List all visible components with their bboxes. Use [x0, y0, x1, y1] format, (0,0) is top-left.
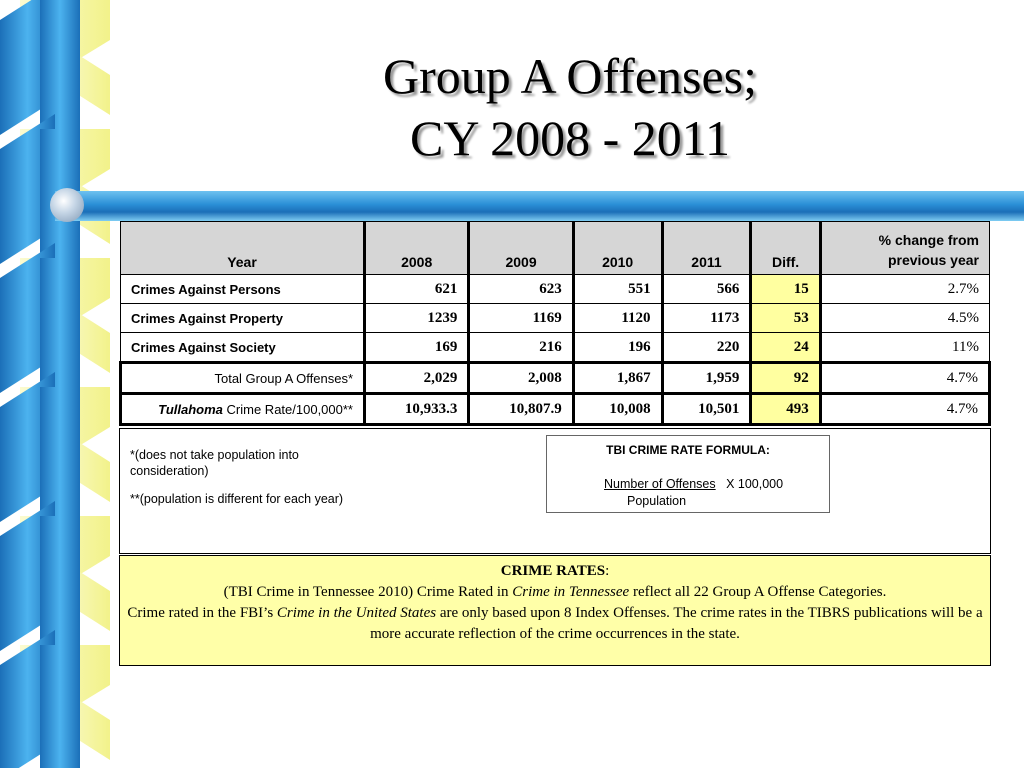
- header-2010: 2010: [573, 222, 662, 275]
- table-row: [121, 304, 990, 333]
- cell-2008: 169: [365, 333, 469, 363]
- cell-2010: 1120: [573, 304, 662, 333]
- table-header-row: [121, 222, 990, 275]
- total-label: Total Group A Offenses*: [121, 363, 365, 394]
- title-line-2: CY 2008 - 2011: [410, 110, 730, 166]
- footnote-population-varies: **(population is different for each year): [130, 492, 344, 506]
- cell-pct: 2.7%: [820, 275, 989, 304]
- header-year: Year: [121, 222, 365, 275]
- title-line-1: Group A Offenses;: [382, 48, 758, 104]
- cell-diff: 15: [751, 275, 820, 304]
- table-row: [121, 275, 990, 304]
- cell-2010: 551: [573, 275, 662, 304]
- decorative-ribbon: [0, 0, 115, 768]
- rate-2010: 10,008: [573, 394, 662, 425]
- crime-rates-line-2: [120, 603, 990, 645]
- rate-2009: 10,807.9: [469, 394, 573, 425]
- cell-2009: 623: [469, 275, 573, 304]
- rate-label-city: Tullahoma: [158, 401, 223, 417]
- cell-diff: 24: [751, 333, 820, 363]
- formula-multiplier: X 100,000: [726, 477, 784, 491]
- cell-2011: 220: [662, 333, 751, 363]
- total-row: [121, 363, 990, 394]
- rate-diff: 493: [751, 394, 820, 425]
- total-2010: 1,867: [573, 363, 662, 394]
- cell-2010: 196: [573, 333, 662, 363]
- horizontal-bar: [55, 191, 1024, 221]
- line2-a: Crime rated in the FBI’s: [127, 605, 277, 621]
- notes-box: [119, 428, 991, 554]
- rate-label: [121, 394, 365, 425]
- header-pct-line-2: previous year: [887, 252, 979, 268]
- line2-b: are only based upon 8 Index Offenses. The crime rates in the TIBRS publications will be a more accurate reflection of the crime occurrences in the state.: [370, 605, 983, 642]
- rate-2008: 10,933.3: [365, 394, 469, 425]
- header-diff: Diff.: [751, 222, 820, 275]
- header-2008: 2008: [365, 222, 469, 275]
- header-pct-change: [820, 222, 989, 275]
- slide-title: [260, 45, 880, 169]
- formula-numerator: Number of Offenses: [604, 477, 716, 491]
- total-diff: 92: [751, 363, 820, 394]
- line2-italic: Crime in the United States: [276, 605, 437, 621]
- row-label: Crimes Against Property: [121, 304, 365, 333]
- offenses-table: [119, 221, 991, 426]
- bar-knob: [50, 188, 84, 222]
- total-pct: 4.7%: [820, 363, 989, 394]
- cell-2009: 216: [469, 333, 573, 363]
- row-label: Crimes Against Persons: [121, 275, 365, 304]
- line1-a: (TBI Crime in Tennessee 2010) Crime Rated in: [223, 584, 513, 600]
- header-2011: 2011: [662, 222, 751, 275]
- cell-2008: 621: [365, 275, 469, 304]
- crime-rates-heading-line: [120, 561, 990, 582]
- cell-diff: 53: [751, 304, 820, 333]
- line1-b: reflect all 22 Group A Offense Categories.: [629, 584, 887, 600]
- row-label: Crimes Against Society: [121, 333, 365, 363]
- cell-2011: 1173: [662, 304, 751, 333]
- header-pct-line-1: % change from: [878, 232, 979, 248]
- crime-rates-colon: :: [605, 563, 610, 579]
- formula-numerator-line: [604, 477, 783, 491]
- formula-denominator: Population: [627, 494, 687, 508]
- header-2009: 2009: [469, 222, 573, 275]
- total-2009: 2,008: [469, 363, 573, 394]
- cell-2009: 1169: [469, 304, 573, 333]
- rate-2011: 10,501: [662, 394, 751, 425]
- total-2008: 2,029: [365, 363, 469, 394]
- crime-rates-line-1: [120, 582, 990, 603]
- cell-pct: 4.5%: [820, 304, 989, 333]
- footnote-population: *(does not take population into consideration): [130, 448, 299, 478]
- line1-italic: Crime in Tennessee: [512, 584, 630, 600]
- crime-rate-row: [121, 394, 990, 425]
- formula-box: [546, 435, 830, 513]
- crime-rates-box: [119, 555, 991, 666]
- cell-2011: 566: [662, 275, 751, 304]
- table-row: [121, 333, 990, 363]
- cell-pct: 11%: [820, 333, 989, 363]
- formula-title: TBI CRIME RATE FORMULA:: [606, 443, 770, 457]
- total-2011: 1,959: [662, 363, 751, 394]
- rate-pct: 4.7%: [820, 394, 989, 425]
- crime-rates-heading: CRIME RATES: [500, 563, 606, 579]
- cell-2008: 1239: [365, 304, 469, 333]
- rate-label-rest: Crime Rate/100,000**: [222, 401, 353, 417]
